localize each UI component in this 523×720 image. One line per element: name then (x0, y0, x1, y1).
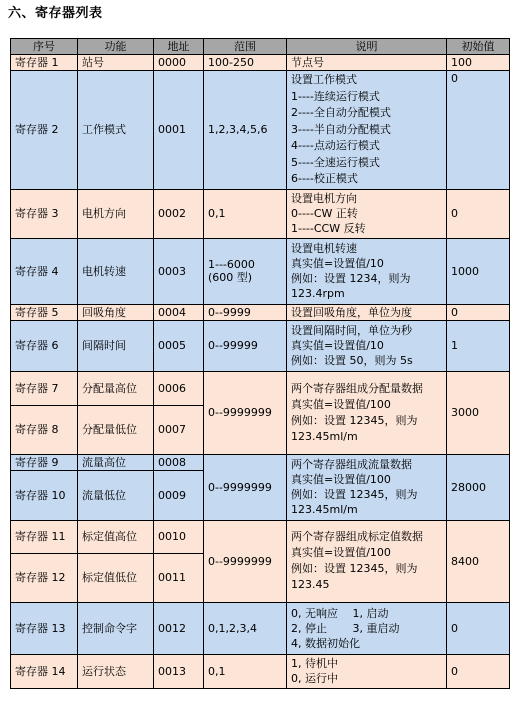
description-cell (287, 55, 447, 71)
initial-cell: 0 (447, 304, 510, 320)
desc-line: 设置工作模式 (291, 73, 357, 86)
col-header-seq: 序号 (11, 39, 78, 55)
desc-line: 例如：设置 12345，则为 (291, 562, 418, 575)
seq-cell: 寄存器 7 (11, 371, 78, 405)
function-cell: 电机转速 (78, 238, 154, 304)
desc-line: 真实值=设置值/10 (291, 339, 384, 352)
description-cell (287, 371, 447, 454)
range-cell: 0--9999999 (204, 520, 287, 602)
col-header-address: 地址 (154, 39, 204, 55)
desc-line: 真实值=设置值/100 (291, 473, 391, 486)
function-cell: 分配量高位 (78, 371, 154, 405)
seq-cell: 寄存器 4 (11, 238, 78, 304)
table-row (11, 304, 510, 320)
desc-line: 1, 待机中 (291, 657, 338, 670)
seq-cell: 寄存器 11 (11, 520, 78, 553)
desc-line: 例如：设置 12345，则为 (291, 488, 418, 501)
range-cell (204, 238, 287, 304)
function-cell: 标定值高位 (78, 520, 154, 553)
seq-cell: 寄存器 10 (11, 470, 78, 520)
address-cell: 0002 (154, 189, 204, 238)
range-cell: 0--99999 (204, 320, 287, 371)
range-cell: 0,1 (204, 654, 287, 688)
seq-cell: 寄存器 2 (11, 71, 78, 190)
address-cell: 0013 (154, 654, 204, 688)
table-row (11, 654, 510, 688)
desc-line: 3----半自动分配模式 (291, 122, 391, 136)
function-cell: 回吸角度 (78, 304, 154, 320)
initial-cell: 0 (447, 71, 510, 190)
address-cell: 0004 (154, 304, 204, 320)
desc-line: 0----CW 正转 (291, 207, 358, 220)
address-cell: 0009 (154, 470, 204, 520)
seq-cell: 寄存器 1 (11, 55, 78, 71)
range-cell: 0--9999 (204, 304, 287, 320)
range-line: (600 型) (208, 271, 253, 284)
table-row (11, 189, 510, 238)
function-cell: 电机方向 (78, 189, 154, 238)
initial-cell: 28000 (447, 454, 510, 520)
description-cell (287, 454, 447, 520)
col-header-function: 功能 (78, 39, 154, 55)
register-table (10, 38, 510, 689)
table-row (11, 238, 510, 304)
desc-line: 设置间隔时间，单位为秒 (291, 324, 412, 337)
description-cell (287, 189, 447, 238)
table-row (11, 454, 510, 470)
range-line: 1---6000 (208, 258, 255, 271)
function-cell: 间隔时间 (78, 320, 154, 371)
function-cell: 流量高位 (78, 454, 154, 470)
address-cell: 0003 (154, 238, 204, 304)
address-cell: 0011 (154, 553, 204, 602)
seq-cell: 寄存器 3 (11, 189, 78, 238)
address-cell: 0010 (154, 520, 204, 553)
desc-line: 4----点动运行模式 (291, 139, 380, 152)
table-row (11, 371, 510, 405)
description-cell (287, 71, 447, 190)
table-row (11, 320, 510, 371)
description-cell (287, 602, 447, 654)
desc-line: 节点号 (291, 56, 324, 69)
desc-line: 例如：设置 12345，则为 (291, 413, 418, 427)
function-cell: 控制命令字 (78, 602, 154, 654)
range-cell: 0,1 (204, 189, 287, 238)
range-cell: 0,1,2,3,4 (204, 602, 287, 654)
description-cell (287, 238, 447, 304)
table-row (11, 602, 510, 654)
initial-cell: 100 (447, 55, 510, 71)
seq-cell: 寄存器 12 (11, 553, 78, 602)
seq-cell: 寄存器 9 (11, 454, 78, 470)
desc-line: 真实值=设置值/100 (291, 397, 391, 411)
desc-line: 123.4rpm (291, 287, 345, 300)
function-cell: 运行状态 (78, 654, 154, 688)
initial-cell: 1000 (447, 238, 510, 304)
desc-line: 2----全自动分配模式 (291, 106, 391, 119)
range-cell: 0--9999999 (204, 454, 287, 520)
desc-line: 4, 数据初始化 (291, 636, 360, 650)
initial-cell: 0 (447, 602, 510, 654)
header-row (11, 39, 510, 55)
range-cell: 1,2,3,4,5,6 (204, 71, 287, 190)
desc-line: 真实值=设置值/10 (291, 257, 384, 270)
address-cell: 0007 (154, 405, 204, 454)
desc-line: 例如：设置 50，则为 5s (291, 354, 413, 367)
function-cell: 分配量低位 (78, 405, 154, 454)
address-cell: 0000 (154, 55, 204, 71)
section-heading: 六、寄存器列表 (8, 6, 103, 21)
desc-line: 例如：设置 1234，则为 (291, 272, 411, 285)
initial-cell: 0 (447, 189, 510, 238)
desc-line: 两个寄存器组成分配量数据 (291, 381, 423, 395)
seq-cell: 寄存器 14 (11, 654, 78, 688)
desc-line: 两个寄存器组成流量数据 (291, 458, 412, 471)
address-cell: 0008 (154, 454, 204, 470)
initial-cell: 8400 (447, 520, 510, 602)
seq-cell: 寄存器 6 (11, 320, 78, 371)
seq-cell: 寄存器 5 (11, 304, 78, 320)
table-row (11, 520, 510, 553)
desc-line: 1----CCW 反转 (291, 222, 366, 235)
desc-line: 5----全速运行模式 (291, 155, 380, 169)
desc-line: 设置电机方向 (291, 192, 357, 205)
function-cell: 流量低位 (78, 470, 154, 520)
seq-cell: 寄存器 13 (11, 602, 78, 654)
initial-cell: 1 (447, 320, 510, 371)
initial-cell: 0 (447, 654, 510, 688)
desc-line: 123.45 (291, 578, 330, 591)
col-header-initial: 初始值 (447, 39, 510, 55)
desc-line: 123.45ml/m (291, 429, 358, 443)
initial-cell: 3000 (447, 371, 510, 454)
address-cell: 0012 (154, 602, 204, 654)
desc-line: 真实值=设置值/100 (291, 546, 391, 559)
range-cell: 0--9999999 (204, 371, 287, 454)
address-cell: 0001 (154, 71, 204, 190)
desc-line: 设置电机转速 (291, 242, 357, 255)
desc-line: 两个寄存器组成标定值数据 (291, 530, 423, 543)
table-row (11, 71, 510, 190)
col-header-description: 说明 (287, 39, 447, 55)
desc-line: 设置回吸角度，单位为度 (291, 305, 412, 319)
desc-line: 0, 运行中 (291, 672, 338, 685)
col-header-range: 范围 (204, 39, 287, 55)
description-cell (287, 520, 447, 602)
desc-line: 1----连续运行模式 (291, 89, 380, 103)
desc-line: 6----校正模式 (291, 172, 358, 185)
address-cell: 0006 (154, 371, 204, 405)
description-cell (287, 654, 447, 688)
address-cell: 0005 (154, 320, 204, 371)
seq-cell: 寄存器 8 (11, 405, 78, 454)
function-cell: 工作模式 (78, 71, 154, 190)
range-cell: 100-250 (204, 55, 287, 71)
table-row (11, 55, 510, 71)
description-cell (287, 304, 447, 320)
desc-line: 123.45ml/m (291, 503, 358, 516)
function-cell: 标定值低位 (78, 553, 154, 602)
description-cell (287, 320, 447, 371)
desc-line: 2, 停止 3, 重启动 (291, 621, 400, 635)
desc-line: 0, 无响应 1, 启动 (291, 606, 389, 620)
function-cell: 站号 (78, 55, 154, 71)
